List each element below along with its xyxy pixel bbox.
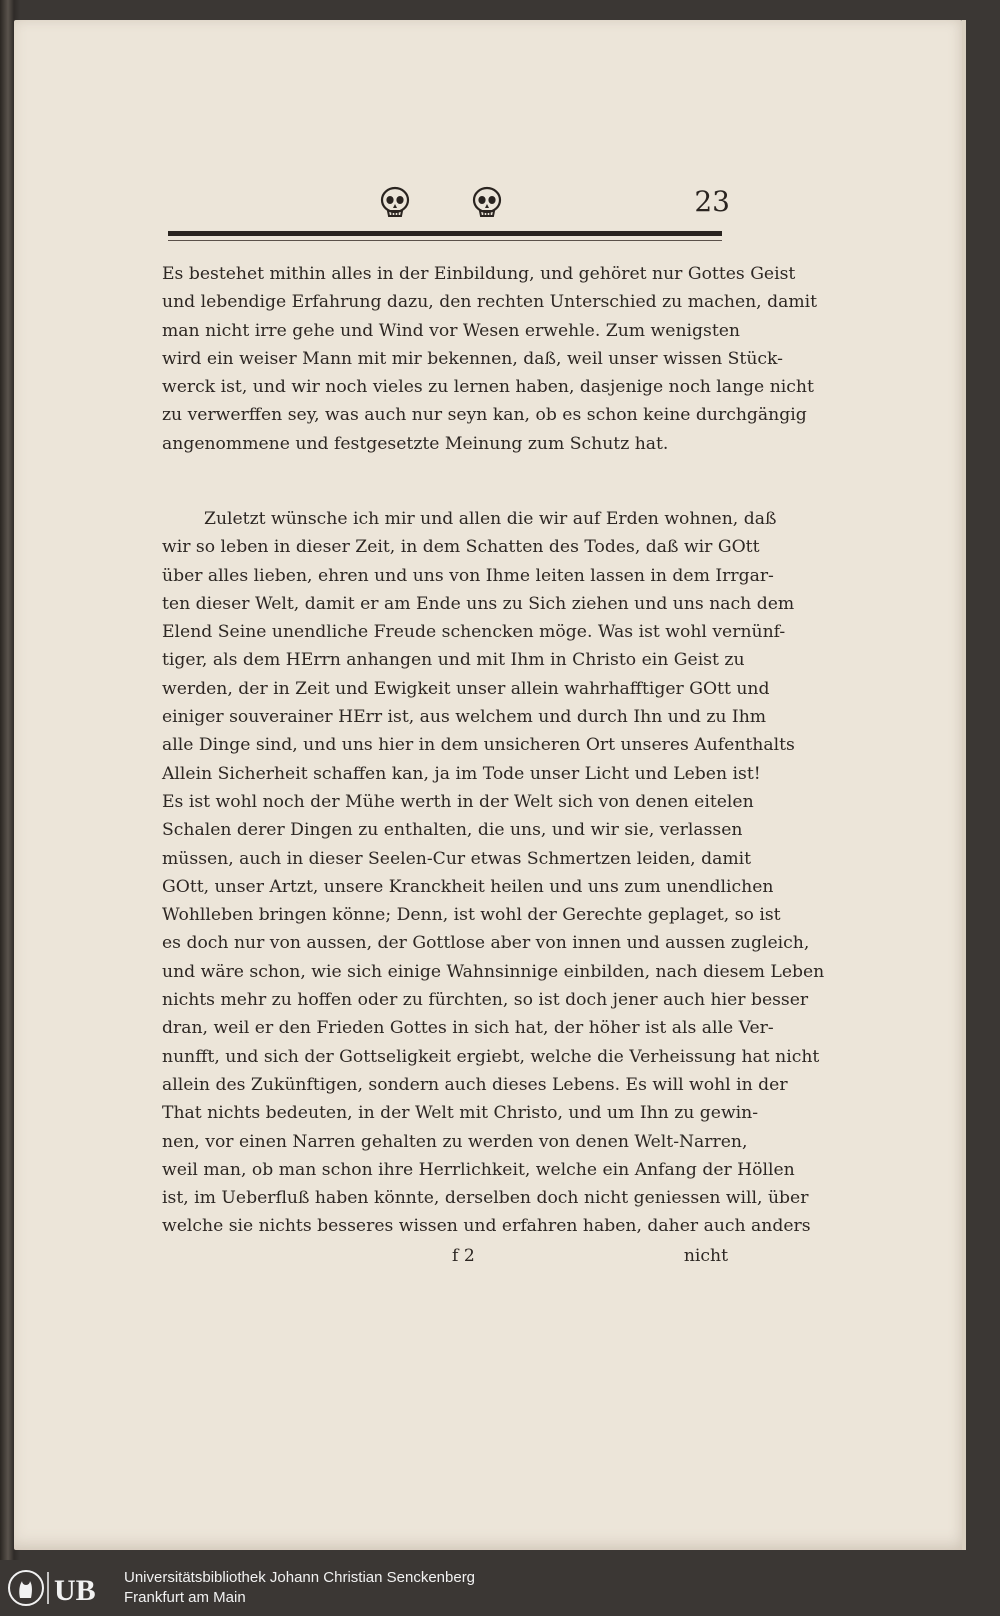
text-line: Zuletzt wünsche ich mir und allen die wir auf Erden wohnen, daß: [204, 509, 777, 529]
text-line: Elend Seine unendliche Freude schencken möge. Was ist wohl vernünf-: [162, 622, 786, 643]
catchword: nicht: [683, 1246, 728, 1266]
skull-icon: [470, 185, 504, 219]
text-line: dran, weil er den Frieden Gottes in sich hat, der höher ist als alle Ver-: [162, 1018, 774, 1039]
text-line: nen, vor einen Narren gehalten zu werden von denen Welt-Narren,: [162, 1131, 748, 1152]
text-line: Schalen derer Dingen zu enthalten, die uns, und wir sie, verlassen: [162, 820, 743, 841]
text-line: ten dieser Welt, damit er am Ende uns zu Sich ziehen und uns nach dem: [162, 593, 795, 614]
paragraph-2: [162, 505, 825, 1241]
text-line: tiger, als dem HErrn anhangen und mit Ihm in Christo ein Geist zu: [162, 650, 745, 671]
text-line: nunfft, und sich der Gottseligkeit ergiebt, welche die Verheissung hat nicht: [162, 1046, 820, 1067]
library-name: Universitätsbibliothek Johann Christian Senckenberg: [124, 1569, 476, 1586]
text-line: alle Dinge sind, und uns hier in dem unsicheren Ort unseres Aufenthalts: [162, 735, 795, 756]
library-footer-bar: [0, 1560, 1000, 1616]
header-rule: [168, 231, 722, 236]
text-line: und wäre schon, wie sich einige Wahnsinnige einbilden, nach diesem Leben: [162, 961, 825, 982]
text-line: man nicht irre gehe und Wind vor Wesen erwehle. Zum wenigsten: [162, 320, 740, 341]
page-number: 23: [694, 185, 730, 218]
text-line: wir so leben in dieser Zeit, in dem Schatten des Todes, daß wir GOtt: [162, 537, 760, 558]
library-credit[interactable]: [124, 1568, 475, 1608]
paragraph-1: [162, 260, 818, 458]
text-line: That nichts bedeuten, in der Welt mit Christo, und um Ihn zu gewin-: [162, 1103, 759, 1124]
text-line: angenommene und festgesetzte Meinung zum Schutz hat.: [162, 433, 669, 454]
text-line: Es ist wohl noch der Mühe werth in der Welt sich von denen eitelen: [162, 791, 754, 812]
text-line: zu verwerffen sey, was auch nur seyn kan, ob es schon keine durchgängig: [162, 405, 807, 426]
text-line: über alles lieben, ehren und uns von Ihme leiten lassen in dem Irrgar-: [162, 565, 774, 586]
text-line: wird ein weiser Mann mit mir bekennen, daß, weil unser wissen Stück-: [162, 348, 783, 369]
skull-icon: [378, 185, 412, 219]
text-line: nichts mehr zu hoffen oder zu fürchten, so ist doch jener auch hier besser: [162, 990, 809, 1011]
text-line: ist, im Ueberfluß haben könnte, derselben doch nicht geniessen will, über: [162, 1188, 809, 1209]
ub-logo-text: UB: [54, 1574, 96, 1607]
library-city: Frankfurt am Main: [124, 1589, 246, 1606]
page-footer: [162, 1246, 728, 1274]
text-line: welche sie nichts besseres wissen und erfahren haben, daher auch anders: [162, 1216, 811, 1237]
text-line: Es bestehet mithin alles in der Einbildung, und gehöret nur Gottes Geist: [162, 264, 796, 284]
text-line: und lebendige Erfahrung dazu, den rechten Unterschied zu machen, damit: [162, 292, 818, 313]
header-ornament: [378, 185, 508, 219]
text-line: werden, der in Zeit und Ewigkeit unser allein wahrhafftiger GOtt und: [162, 678, 770, 699]
page-edge: [962, 20, 966, 1550]
text-line: Allein Sicherheit schaffen kan, ja im Tode unser Licht und Leben ist!: [162, 763, 761, 784]
signature-mark: f 2: [452, 1246, 475, 1266]
text-line: einiger souverainer HErr ist, aus welchem und durch Ihn und zu Ihm: [162, 707, 767, 728]
text-line: Wohlleben bringen könne; Denn, ist wohl der Gerechte geplaget, so ist: [162, 905, 781, 926]
text-line: GOtt, unser Artzt, unsere Kranckheit heilen und uns zum unendlichen: [162, 876, 774, 897]
text-line: es doch nur von aussen, der Gottlose aber von innen und aussen zugleich,: [162, 933, 810, 954]
text-line: müssen, auch in dieser Seelen-Cur etwas Schmertzen leiden, damit: [162, 848, 752, 869]
header-rule-thin: [168, 240, 722, 241]
text-line: weil man, ob man schon ihre Herrlichkeit, welche ein Anfang der Höllen: [162, 1159, 795, 1180]
text-line: allein des Zukünftigen, sondern auch dieses Lebens. Es will wohl in der: [162, 1074, 788, 1095]
text-line: werck ist, und wir noch vieles zu lernen haben, dasjenige noch lange nicht: [162, 377, 814, 398]
ub-logo[interactable]: [6, 1568, 114, 1608]
